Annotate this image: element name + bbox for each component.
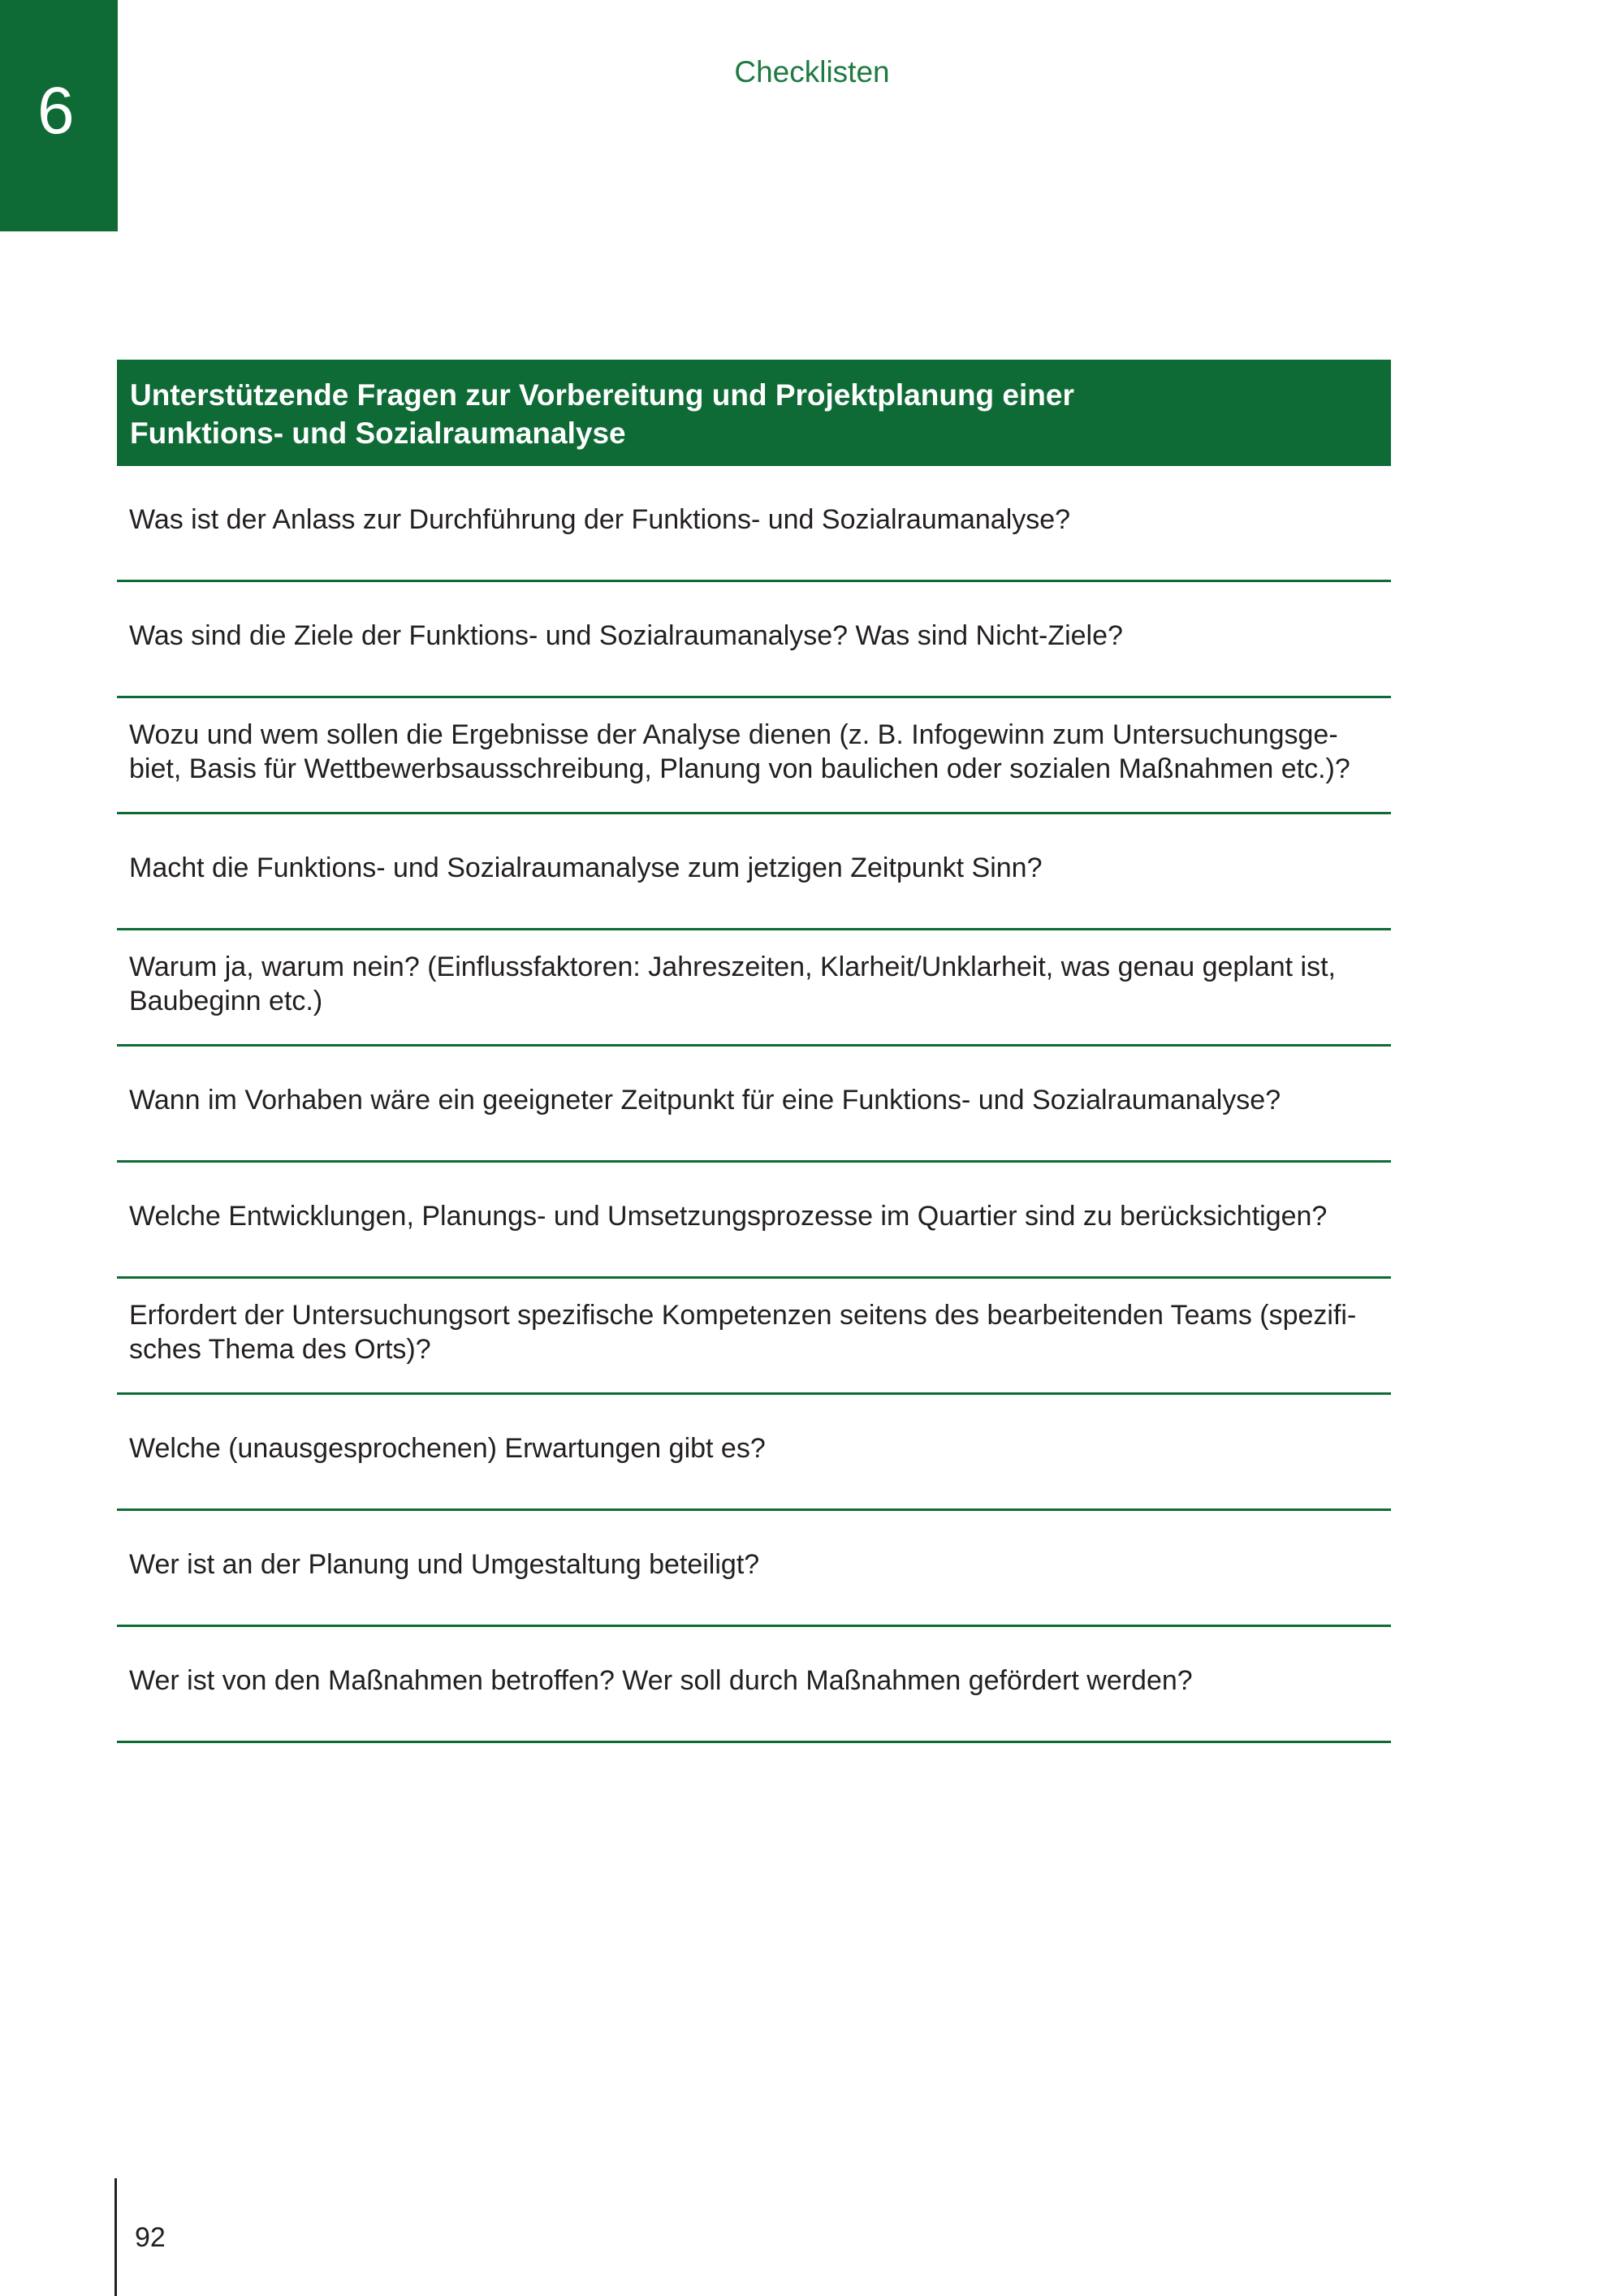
checklist-title-line: Funktions- und Sozialraumanalyse: [130, 416, 626, 450]
checklist-items: [117, 466, 1391, 1743]
checklist-item-line: sches Thema des Orts)?: [129, 1334, 431, 1365]
checklist-item: [117, 1047, 1391, 1163]
checklist-table: [117, 360, 1391, 1743]
footer-rule: [114, 2178, 117, 2296]
checklist-item-text: [129, 718, 1350, 792]
checklist-item: [117, 698, 1391, 814]
checklist-item-line: Wozu und wem sollen die Ergebnisse der Analyse dienen (z. B. Infogewinn zum Untersuchungsge-: [129, 719, 1338, 750]
checklist-item: [117, 1163, 1391, 1279]
checklist-item-text: Macht die Funktions- und Sozialraumanalyse zum jetzigen Zeitpunkt Sinn?: [129, 852, 1043, 883]
checklist-item: [117, 582, 1391, 698]
checklist-item-text: Welche (unausgesprochenen) Erwartungen gibt es?: [129, 1433, 766, 1464]
checklist-item-line: biet, Basis für Wettbewerbsausschreibung, Planung von baulichen oder sozialen Maßnahmen etc.)?: [129, 753, 1350, 784]
checklist-title: [117, 360, 1391, 466]
checklist-item-text: Welche Entwicklungen, Planungs- und Umsetzungsprozesse im Quartier sind zu berücksichtigen?: [129, 1201, 1328, 1232]
checklist-item: [117, 1395, 1391, 1511]
checklist-item-text: [129, 950, 1336, 1025]
checklist-item-text: Was ist der Anlass zur Durchführung der Funktions- und Sozialraumanalyse?: [129, 504, 1071, 535]
checklist-item: [117, 1279, 1391, 1395]
checklist-item: [117, 1511, 1391, 1627]
running-head: Checklisten: [734, 55, 890, 88]
checklist-item: [117, 930, 1391, 1047]
checklist-item-text: Was sind die Ziele der Funktions- und Sozialraumanalyse? Was sind Nicht-Ziele?: [129, 620, 1123, 651]
checklist-item-text: Wer ist von den Maßnahmen betroffen? Wer soll durch Maßnahmen gefördert werden?: [129, 1665, 1193, 1696]
checklist-item-line: Erfordert der Untersuchungsort spezifische Kompetenzen seitens des bearbeitenden Teams (spezifi-: [129, 1300, 1357, 1331]
checklist-item-line: Baubeginn etc.): [129, 986, 323, 1016]
checklist-item: [117, 814, 1391, 930]
checklist-item-line: Warum ja, warum nein? (Einflussfaktoren: Jahreszeiten, Klarheit/Unklarheit, was genau geplant ist,: [129, 952, 1337, 982]
checklist-item: [117, 1627, 1391, 1743]
checklist-item-text: [129, 1298, 1356, 1373]
checklist-item-text: Wer ist an der Planung und Umgestaltung beteiligt?: [129, 1549, 760, 1580]
chapter-tab: [0, 0, 118, 231]
checklist-item-text: Wann im Vorhaben wäre ein geeigneter Zeitpunkt für eine Funktions- und Sozialraumanalyse?: [129, 1085, 1281, 1116]
checklist-title-line: Unterstützende Fragen zur Vorbereitung und Projektplanung einer: [130, 378, 1074, 412]
chapter-number: 6: [37, 74, 75, 148]
checklist-item: [117, 466, 1391, 582]
page-number: 92: [135, 2222, 166, 2253]
